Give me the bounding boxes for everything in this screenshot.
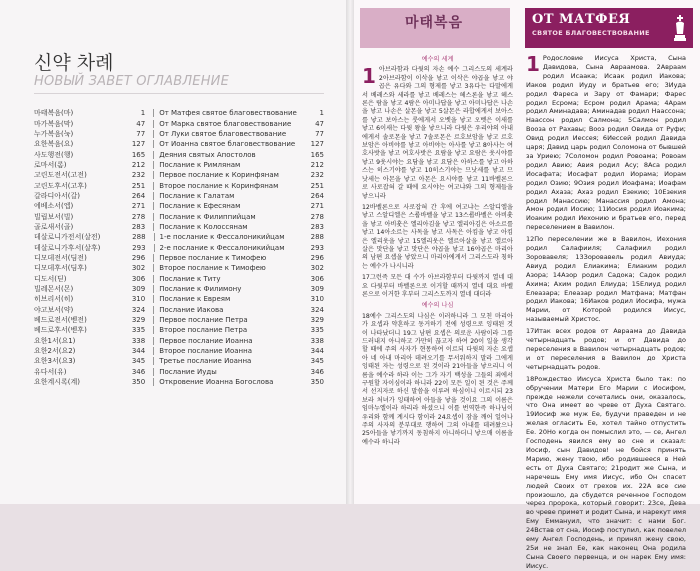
toc-page-russian: 306 [310, 274, 324, 283]
toc-entry-korean: 베드로전서(벧전) [34, 316, 87, 325]
toc-row[interactable] [34, 274, 324, 284]
toc-entry-korean: 고린도전서(고전) [34, 171, 87, 180]
toc-page-korean: 212 [96, 161, 155, 169]
toc-page-russian: 232 [310, 171, 324, 180]
toc-row[interactable] [34, 139, 324, 149]
toc-entry-russian: Послание к Ефесянам [159, 202, 241, 211]
toc-entry-russian: Послание к Евреям [159, 295, 231, 304]
toc-row[interactable] [34, 294, 324, 304]
toc-page-korean: 278 [96, 213, 155, 221]
toc-page-korean: 345 [96, 357, 155, 365]
korean-text-column [362, 54, 513, 494]
toc-page-russian: 212 [310, 160, 324, 169]
book-gutter [346, 0, 354, 504]
toc-row[interactable] [34, 253, 324, 263]
toc-page-russian: 165 [310, 150, 324, 159]
toc-row[interactable] [34, 284, 324, 294]
right-page-matthew [350, 0, 700, 570]
toc-row[interactable] [34, 170, 324, 180]
toc-page-korean: 335 [96, 326, 155, 334]
toc-entry-korean: 마태복음(마) [34, 109, 74, 118]
toc-entry-korean: 요한복음(요) [34, 140, 74, 149]
toc-page-korean: 344 [96, 347, 155, 355]
toc-page-korean: 283 [96, 223, 155, 231]
toc-row[interactable] [34, 232, 324, 242]
toc-page-korean: 302 [96, 264, 155, 272]
toc-entry-russian: Первое послание к Коринфянам [159, 171, 279, 180]
left-page-toc [0, 0, 350, 504]
toc-page-korean: 306 [96, 275, 155, 283]
toc-entry-korean: 히브리서(히) [34, 295, 74, 304]
section-heading: 예수의 세계 [421, 56, 454, 63]
toc-entry-korean: 디모데후서(딤후) [34, 264, 87, 273]
toc-entry-korean: 유다서(유) [34, 367, 67, 376]
toc-entry-russian: Послание Иуды [159, 367, 217, 376]
toc-row[interactable] [34, 149, 324, 159]
verse-text: Родословие Иисуса Христа, Сына Давидова, Сына Авраамова. 2Авраам родил Исаака; Исаак родил Иакова; Иаков родил Иуду и братьев его; 3Иуда родил Фареса и Зару от Фамари; Фарес родил Есрома; Есром родил Арама; 4Арам родил Аминадава; Аминадав родил Наассона; Наассон родил Салмона; 5Салмон родил Вооза от Рахавы; Вооз родил Овида от Руфи; Овид родил Иессея; 6Иессей родил Давида царя; Давид царь родил Соломона от бывшей за Уриею; 7Соломон родил Ровоама; Ровоам родил Авию; Авия родил Асу; 8Аса родил Иосафата; Иосафат родил Иорама; Иорам родил Озию; 9Озия родил Иоафама; Иоафам родил Ахаза; Ахаз родил Езекию; 10Езекия родил Манассию; Манассия родил Амона; Амон родил Иосию; 11Иосия родил Иоакима; Иоаким родил Иехонию и братьев его, перед переселением в Вавилон. [526, 54, 686, 232]
toc-page-russian: 288 [310, 233, 324, 242]
toc-row[interactable] [34, 211, 324, 221]
toc-page-russian: 302 [310, 264, 324, 273]
russian-text-column [526, 52, 686, 570]
toc-page-russian: 47 [315, 119, 324, 128]
toc-row[interactable] [34, 222, 324, 232]
toc-page-russian: 251 [310, 181, 324, 190]
toc-entry-korean: 갈라디아서(갈) [34, 191, 81, 200]
verse-text: 아브라함과 다윗의 자손 예수 그리스도의 세계라 2아브라함이 이삭을 낳고 이삭은 야곱을 낳고 야곱은 유다와 그의 형제를 낳고 3유다는 다말에게서 베레스와 세라를 낳고 베레스는 헤스론을 낳고 헤스론은 람을 낳고 4람은 아미나답을 낳고 아미나답은 나손을 낳고 나손은 살몬을 낳고 5살몬은 라합에게서 보아스를 낳고 보아스는 룻에게서 오벳을 낳고 오벳은 이새를 낳고 6이새는 다윗 왕을 낳으니라 다윗은 우리야의 아내에게서 솔로몬을 낳고 7솔로몬은 르호보암을 낳고 르호보암은 아비야를 낳고 아비야는 아사를 낳고 8아사는 여호사밧을 낳고 여호사밧은 요람을 낳고 요람은 웃시야를 낳고 9웃시야는 요담을 낳고 요담은 아하스를 낳고 아하스는 히스기야를 낳고 10히스기야는 므낫세를 낳고 므낫세는 아몬을 낳고 아몬은 요시야를 낳고 11바벨론으로 사로잡혀 갈 때에 요시야는 여고냐와 그의 형제들을 낳으니라 [362, 66, 513, 200]
toc-page-russian: 335 [310, 326, 324, 335]
toc-page-korean: 232 [96, 171, 155, 179]
toc-row[interactable] [34, 118, 324, 128]
toc-entry-korean: 요한1서(요1) [34, 336, 76, 345]
toc-entry-russian: От Луки святое благовествование [159, 129, 287, 138]
toc-divider [34, 93, 324, 94]
toc-page-russian: 278 [310, 212, 324, 221]
toc-row[interactable] [34, 129, 324, 139]
toc-page-russian: 264 [310, 191, 324, 200]
toc-entry-korean: 사도행전(행) [34, 150, 74, 159]
toc-entry-russian: Послание Иакова [159, 305, 224, 314]
toc-row[interactable] [34, 263, 324, 273]
toc-page-korean: 310 [96, 295, 155, 303]
toc-row[interactable] [34, 377, 324, 387]
toc-entry-russian: Послание к Галатам [159, 191, 235, 200]
toc-entry-russian: Первое послание к Тимофею [159, 253, 267, 262]
toc-page-russian: 127 [310, 140, 324, 149]
toc-page-korean: 309 [96, 285, 155, 293]
toc-row[interactable] [34, 325, 324, 335]
toc-page-russian: 338 [310, 336, 324, 345]
toc-page-russian: 309 [310, 285, 324, 294]
toc-page-russian: 1 [319, 109, 324, 118]
chapter-number: 1 [362, 64, 376, 89]
toc-page-russian: 345 [310, 357, 324, 366]
toc-entry-russian: Второе послание Иоанна [159, 347, 252, 356]
toc-entry-korean: 데살로니가전서(살전) [34, 233, 101, 242]
paragraph: 18예수 그리스도의 나심은 이러하니라 그 모친 마리아가 요셉과 약혼하고 동거하기 전에 성령으로 잉태된 것이 나타났더니 19그 남편 요셉은 의로운 사람이라 그를 드러내지 아니하고 가만히 끊고자 하여 20이 일을 생각할 때에 주의 사자가 현몽하여 이르되 다윗의 자손 요셉아 네 아내 마리아 데려오기를 무서워하지 말라 그에게 잉태된 자는 성령으로 된 것이라 21아들을 낳으리니 이름을 예수라 하라 이는 그가 자기 백성을 그들의 죄에서 구원할 자이심이라 하니라 22이 모든 일이 된 것은 주께서 선지자로 하신 말씀을 이루려 하심이니 이르시되 23보라 처녀가 잉태하여 아들을 낳을 것이요 그의 이름은 임마누엘이라 하리라 하셨으니 이를 번역한즉 하나님이 우리와 함께 계시다 함이라 24요셉이 잠을 깨어 일어나 주의 사자의 분부대로 행하여 그의 아내를 데려왔으나 25아들을 낳기까지 동침하지 아니하더니 낳으매 이름을 예수라 하니라 [362, 312, 513, 446]
toc-entry-korean: 마가복음(막) [34, 119, 74, 128]
toc-page-russian: 329 [310, 316, 324, 325]
paragraph: 12По переселении же в Вавилон, Иехония родил Салафииля; Салафиил родил Зоровавеля; 13Зоровавель родил Авиуда; Авиуд родил Елиакима; Елиаким родил Азора; 14Азор родил Садока; Садок родил Ахима; Ахим родил Елиуда; 15Елиуд родил Елеазара; Елеазар родил Матфана; Матфан родил Иакова; 16Иаков родил Иосифа, мужа Марии, от Которой родился Иисус, называемый Христос. [526, 235, 686, 324]
toc-row[interactable] [34, 108, 324, 118]
toc-page-russian: 296 [310, 253, 324, 262]
paragraph: 17Итак всех родов от Авраама до Давида четырнадцать родов; и от Давида до переселения в Вавилон четырнадцать родов; и от переселения в Вавилон до Христа четырнадцать родов. [526, 327, 686, 371]
toc-page-russian: 346 [310, 367, 324, 376]
toc-entry-korean: 로마서(롬) [34, 160, 67, 169]
toc-row[interactable] [34, 160, 324, 170]
toc-page-korean: 165 [96, 151, 155, 159]
toc-row[interactable] [34, 201, 324, 211]
toc-page-russian: 283 [310, 222, 324, 231]
toc-entry-korean: 요한3서(요3) [34, 357, 76, 366]
toc-page-russian: 310 [310, 295, 324, 304]
russian-book-title: ОТ МАТФЕЯ [532, 12, 631, 27]
toc-entry-russian: От Марка святое благовествование [159, 119, 292, 128]
toc-entry-russian: Второе послание к Коринфянам [159, 181, 279, 190]
toc-row[interactable] [34, 336, 324, 346]
toc-entry-korean: 에베소서(엡) [34, 202, 74, 211]
toc-entry-korean: 누가복음(눅) [34, 129, 74, 138]
toc-entry-russian: Послание к Титу [159, 274, 221, 283]
toc-page-korean: 293 [96, 244, 155, 252]
chess-king-icon [672, 14, 688, 42]
toc-page-russian: 271 [310, 202, 324, 211]
toc-table [34, 108, 324, 387]
toc-entry-russian: Откровение Иоанна Богослова [159, 378, 274, 387]
toc-page-russian: 293 [310, 243, 324, 252]
toc-row[interactable] [34, 242, 324, 252]
toc-page-korean: 271 [96, 202, 155, 210]
toc-entry-russian: От Иоанна святое благовествование [159, 140, 296, 149]
paragraph [362, 66, 513, 201]
toc-entry-korean: 야고보서(약) [34, 305, 74, 314]
toc-page-russian: 350 [310, 378, 324, 387]
toc-entry-korean: 요한계시록(계) [34, 378, 81, 387]
toc-entry-russian: Второе послание Петра [159, 326, 248, 335]
toc-title-russian: НОВЫЙ ЗАВЕТ ОГЛАВЛЕНИЕ [34, 74, 230, 89]
paragraph: 12바벨론으로 사로잡혀 간 후에 여고냐는 스알디엘을 낳고 스알디엘은 스룹바벨을 낳고 13스룹바벨은 아비훗을 낳고 아비훗은 엘리아김을 낳고 엘리아김은 아소르를 낳고 14아소르는 사독을 낳고 사독은 아킴을 낳고 아킴은 엘리웃을 낳고 15엘리웃은 엘르아살을 낳고 엘르아살은 맛단을 낳고 맛단은 야곱을 낳고 16야곱은 마리아의 남편 요셉을 낳았으니 마리아에게서 그리스도라 칭하는 예수가 나시니라 [362, 203, 513, 270]
toc-entry-korean: 빌립보서(빌) [34, 212, 74, 221]
toc-entry-russian: Первое послание Иоанна [159, 336, 253, 345]
toc-page-russian: 77 [315, 129, 324, 138]
toc-page-korean: 47 [96, 120, 155, 128]
toc-entry-russian: Первое послание Петра [159, 316, 248, 325]
toc-page-korean: 350 [96, 378, 155, 386]
toc-page-korean: 338 [96, 337, 155, 345]
toc-page-korean: 296 [96, 254, 155, 262]
toc-entry-korean: 디도서(딛) [34, 274, 67, 283]
toc-page-korean: 1 [96, 109, 155, 117]
toc-entry-russian: Послание к Колоссянам [159, 222, 248, 231]
toc-row[interactable] [34, 367, 324, 377]
toc-entry-russian: Деяния святых Апостолов [159, 150, 256, 159]
toc-page-korean: 288 [96, 233, 155, 241]
toc-entry-russian: Второе послание к Тимофею [159, 264, 266, 273]
paragraph [526, 54, 686, 232]
toc-row[interactable] [34, 180, 324, 190]
paragraph: 17그런즉 모든 대 수가 아브라함부터 다윗까지 열네 대요 다윗부터 바벨론으로 이거할 때까지 열네 대요 바벨론으로 이거한 후부터 그리스도까지 열네 대더라 [362, 274, 513, 298]
toc-page-korean: 324 [96, 306, 155, 314]
russian-book-subtitle: СВЯТОЕ БЛАГОВЕСТВОВАНИЕ [532, 29, 650, 37]
toc-entry-korean: 고린도후서(고후) [34, 181, 87, 190]
toc-page-korean: 346 [96, 368, 155, 376]
toc-page-korean: 127 [96, 140, 155, 148]
toc-entry-korean: 골로새서(골) [34, 222, 74, 231]
toc-entry-korean: 디모데전서(딤전) [34, 253, 87, 262]
toc-page-korean: 251 [96, 182, 155, 190]
toc-entry-korean: 데살로니가후서(살후) [34, 243, 101, 252]
toc-entry-russian: Послание к Филимону [159, 285, 242, 294]
toc-page-korean: 264 [96, 192, 155, 200]
toc-row[interactable] [34, 305, 324, 315]
chapter-number: 1 [526, 52, 540, 76]
toc-page-russian: 344 [310, 347, 324, 356]
toc-entry-russian: 2-е послание к Фессалоникийцам [159, 243, 285, 252]
toc-row[interactable] [34, 315, 324, 325]
toc-page-russian: 324 [310, 305, 324, 314]
toc-page-korean: 329 [96, 316, 155, 324]
toc-title-korean: 신약 차례 [34, 52, 114, 74]
toc-row[interactable] [34, 191, 324, 201]
toc-entry-russian: Послание к Филиппийцам [159, 212, 256, 221]
toc-row[interactable] [34, 356, 324, 366]
toc-row[interactable] [34, 346, 324, 356]
toc-entry-korean: 빌레몬서(몬) [34, 285, 74, 294]
korean-book-title: 마태복음 [404, 15, 464, 31]
toc-entry-russian: Третье послание Иоанна [159, 357, 252, 366]
toc-entry-russian: От Матфея святое благовествование [159, 109, 297, 118]
section-heading: 예수의 나심 [421, 302, 454, 310]
toc-entry-korean: 요한2서(요2) [34, 347, 76, 356]
paragraph: 18Рождество Иисуса Христа было так: по обручении Матери Его Марии с Иосифом, прежде нежели сочетались они, оказалось, что Она имеет во чреве от Духа Святаго. 19Иосиф же муж Ее, будучи праведен и не желая огласить Ее, хотел тайно отпустить Ее. 20Но когда он помыслил это, — се, Ангел Господень явился ему во сне и сказал: Иосиф, сын Давидов! не бойся принять Марию, жену твою, ибо родившееся в Ней есть от Духа Святаго; 21родит же Сына, и наречешь Ему имя Иисус, ибо Он спасет людей Своих от грехов их. 22А все сие произошло, да сбудется реченное Господом через пророка, который говорит: 23се, Дева во чреве примет и родит Сына, и нарекут имя Ему Еммануил, что значит: с нами Бог. 24Встав от сна, Иосиф поступил, как повелел ему Ангел Господень, и принял жену свою, 25и не знал Ее, как наконец Она родила Сына Своего первенца, и он нарек Ему имя: Иисус. [526, 374, 686, 570]
toc-entry-russian: 1-е послание к Фессалоникийцам [159, 233, 285, 242]
toc-entry-korean: 베드로후서(벧후) [34, 326, 87, 335]
toc-entry-russian: Послание к Римлянам [159, 160, 241, 169]
toc-page-korean: 77 [96, 130, 155, 138]
